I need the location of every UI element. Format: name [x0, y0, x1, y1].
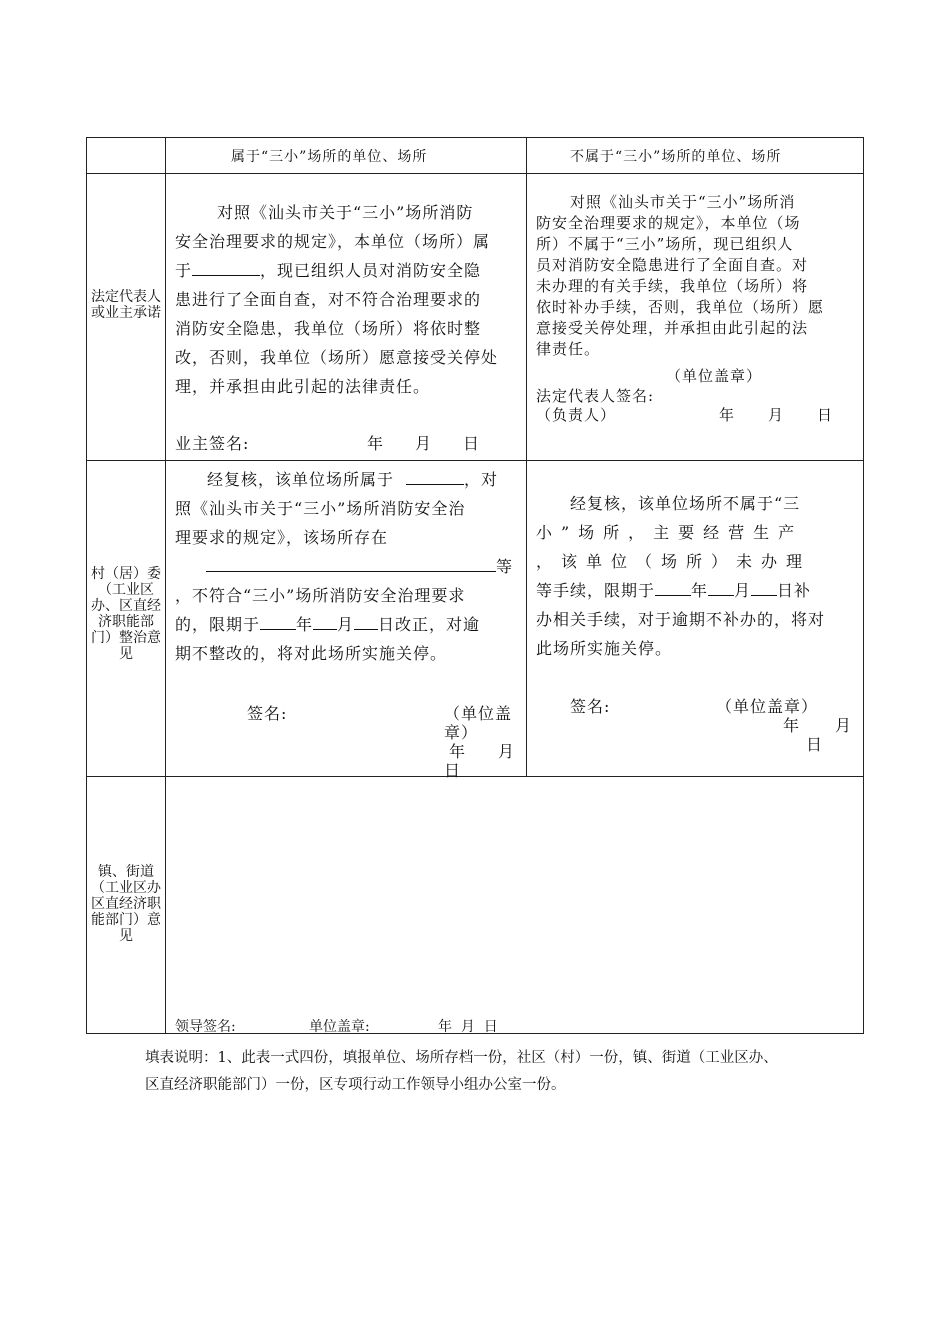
unit-seal-label: 单位盖章:	[309, 1019, 370, 1035]
opinion-text-line: 期不整改的，将对此场所实施关停。	[175, 644, 448, 663]
row-divider	[86, 776, 864, 777]
fill-blank-hazards[interactable]	[206, 557, 496, 572]
column-divider	[165, 137, 166, 1034]
owner-sign-day: 日	[463, 434, 481, 453]
row-label-owner-commitment: 法定代表人或业主承诺	[91, 289, 161, 321]
village-sign-day: 日	[444, 761, 462, 780]
opinion-text-line: 理要求的规定》，该场所存在	[175, 528, 389, 547]
opinion-text-line: 经复核，该单位场所属于 ，对	[207, 470, 499, 489]
opinion-text-line: 照《汕头市关于“三小”场所消防安全治	[175, 499, 466, 518]
fill-blank-day[interactable]	[751, 581, 777, 596]
commitment-text-line: 对照《汕头市关于“三小”场所消防	[217, 203, 474, 222]
fill-blank-day[interactable]	[354, 615, 378, 630]
leader-sign-label: 领导签名:	[175, 1019, 236, 1035]
opinion-text-line: 等	[206, 554, 513, 577]
legal-rep-sign-label: 法定代表人签名:	[536, 387, 655, 405]
header-not-belongs: 不属于“三小”场所的单位、场所	[570, 149, 782, 165]
legal-rep-sign-day: 日	[817, 406, 834, 424]
row-label-village-opinion: 村（居）委（工业区办、区直经济职能部门）整治意见	[91, 566, 161, 662]
commitment-text-line: 安全治理要求的规定》，本单位（场所）属	[175, 232, 491, 251]
column-divider	[526, 137, 527, 777]
commitment-text-line: 所）不属于“三小”场所，现已组织人	[536, 235, 794, 253]
fill-blank-year[interactable]	[655, 581, 691, 596]
owner-sign-month: 月	[415, 434, 433, 453]
footnote-line: 区直经济职能部门）一份，区专项行动工作领导小组办公室一份。	[145, 1077, 566, 1093]
table-border-top	[86, 137, 864, 138]
fill-blank-category[interactable]	[192, 261, 260, 276]
commitment-text-line: 改，否则，我单位（场所）愿意接受关停处	[175, 348, 499, 367]
village-seal-label: （单位盖章）	[716, 697, 819, 716]
header-belongs: 属于“三小”场所的单位、场所	[231, 149, 428, 165]
opinion-text-line: 办相关手续，对于逾期不补办的，将对	[536, 610, 826, 629]
opinion-text-line: 此场所实施关停。	[536, 639, 673, 658]
table-border-left	[86, 137, 87, 1034]
opinion-text-line: 经复核，该单位场所不属于“三	[570, 494, 801, 513]
commitment-text-line: 依时补办手续，否则，我单位（场所）愿	[536, 298, 825, 316]
village-sign-month: 月	[498, 742, 516, 761]
commitment-text-line: 员对消防安全隐患进行了全面自查。对	[536, 256, 809, 274]
opinion-text-line: 等手续，限期于 年 月 日补	[536, 581, 812, 600]
opinion-text-line: ，该单位（场所）未办理	[536, 552, 812, 571]
commitment-text-line: 消防安全隐患，我单位（场所）将依时整	[175, 319, 482, 338]
row-label-town-opinion: 镇、街道（工业区办区直经济职能部门）意见	[91, 864, 161, 944]
village-seal-label: （单位盖	[444, 704, 513, 723]
commitment-text-line: 意接受关停处理，并承担由此引起的法	[536, 319, 809, 337]
village-sign-label: 签名:	[247, 704, 288, 723]
unit-seal-label: （单位盖章）	[666, 367, 763, 385]
village-sign-label: 签名:	[570, 697, 611, 716]
commitment-text-line: 患进行了全面自查，对不符合治理要求的	[175, 290, 482, 309]
row-divider	[86, 460, 864, 461]
footnote-line: 填表说明：1、此表一式四份，填报单位、场所存档一份，社区（村）一份，镇、街道（工业区办、	[145, 1050, 778, 1066]
commitment-text-line: 理，并承担由此引起的法律责任。	[175, 377, 431, 396]
village-seal-label: 章）	[444, 723, 479, 742]
commitment-text-line: 对照《汕头市关于“三小”场所消	[570, 193, 796, 211]
owner-sign-label: 业主签名:	[175, 434, 250, 453]
village-sign-year: 年	[449, 742, 467, 761]
village-sign-day: 日	[806, 735, 824, 754]
fill-blank-month[interactable]	[708, 581, 734, 596]
legal-rep-sign-month: 月	[768, 406, 785, 424]
responsible-person-label: （负责人）	[536, 406, 617, 424]
opinion-text-line: 小”场所，主要经营生产	[536, 523, 804, 542]
fill-blank-year[interactable]	[260, 615, 296, 630]
commitment-text-line: 未办理的有关手续，我单位（场所）将	[536, 277, 809, 295]
commitment-text-line: 防安全治理要求的规定》，本单位（场	[536, 214, 801, 232]
village-sign-year: 年	[783, 716, 801, 735]
row-divider	[86, 173, 864, 174]
village-sign-month: 月	[835, 716, 853, 735]
legal-rep-sign-year: 年	[719, 406, 736, 424]
table-border-right	[863, 137, 864, 1034]
owner-sign-year: 年	[367, 434, 385, 453]
fill-blank-month[interactable]	[313, 615, 337, 630]
opinion-text-line: ，不符合“三小”场所消防安全治理要求	[175, 586, 466, 605]
opinion-text-line: 的，限期于 年 月 日改正，对逾	[175, 615, 481, 634]
commitment-text-line: 于 ，现已组织人员对消防安全隐	[175, 261, 482, 280]
town-sign-date: 年 月 日	[438, 1019, 498, 1035]
form-table	[86, 137, 864, 1034]
fill-blank-category[interactable]	[406, 470, 464, 485]
commitment-text-line: 律责任。	[536, 340, 601, 358]
